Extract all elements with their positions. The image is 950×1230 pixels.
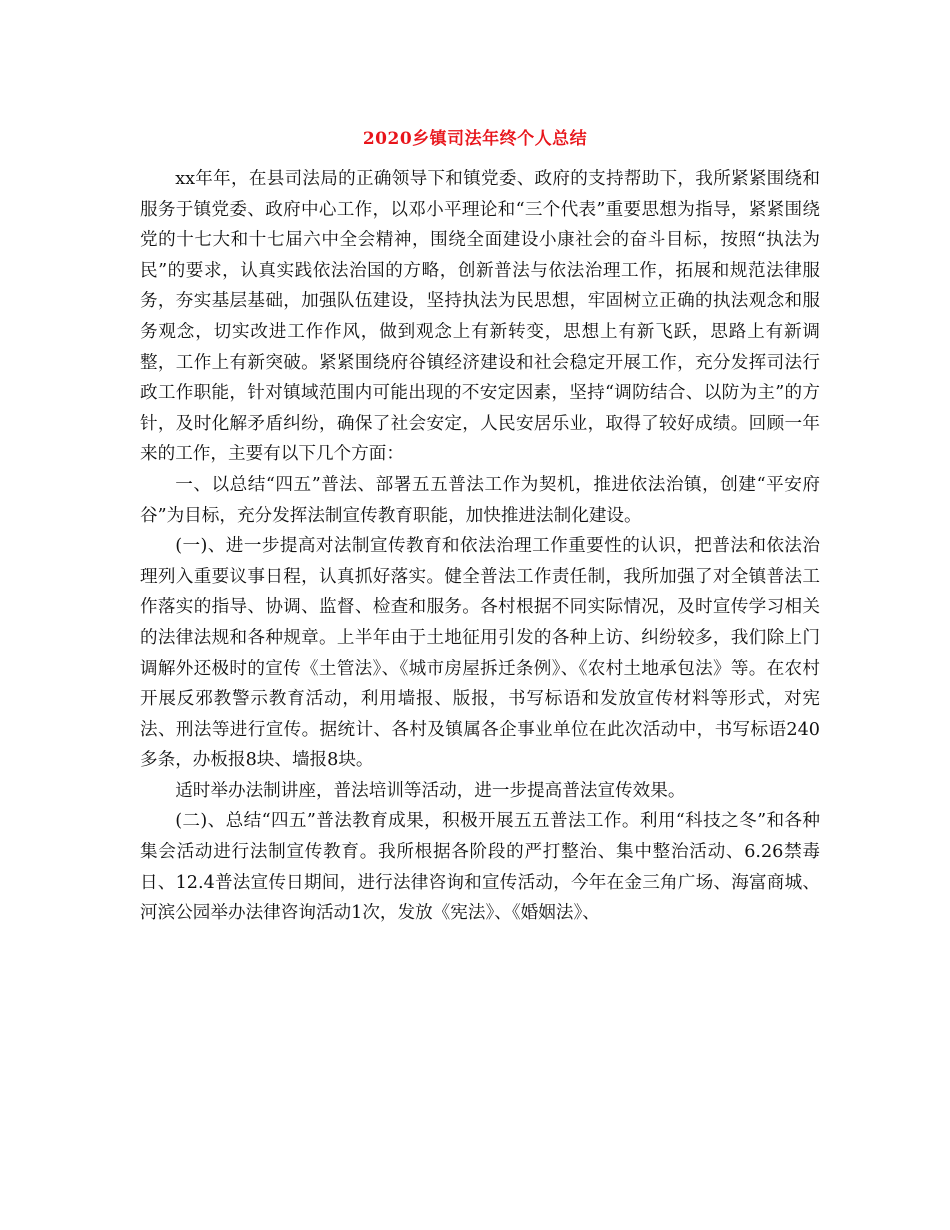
paragraph-intro: xx年年，在县司法局的正确领导下和镇党委、政府的支持帮助下，我所紧紧围绕和服务于镇党委、政府中心工作，以邓小平理论和“三个代表”重要思想为指导，紧紧围绕党的十七大和十七届六中全会精神，围绕全面建设小康社会的奋斗目标，按照“执法为民”的要求，认真实践依法治国的方略，创新普法与依法治理工作，拓展和规范法律服务，夯实基层基础，加强队伍建设，坚持执法为民思想，牢固树立正确的执法观念和服务观念，切实改进工作作风，做到观念上有新转变，思想上有新飞跃，思路上有新调整，工作上有新突破。紧紧围绕府谷镇经济建设和社会稳定开展工作，充分发挥司法行政工作职能，针对镇域范围内可能出现的不安定因素，坚持“调防结合、以防为主”的方针，及时化解矛盾纠纷，确保了社会安定，人民安居乐业，取得了较好成绩。回顾一年来的工作，主要有以下几个方面： [140,169,820,465]
paragraph-lectures: 适时举办法制讲座，普法培训等活动，进一步提高普法宣传效果。 [175,780,686,801]
paragraph-section-1: 一、以总结“四五”普法、部署五五普法工作为契机，推进依法治镇，创建“平安府谷”为目标，充分发挥法制宣传教育职能，加快推进法制化建设。 [140,474,820,526]
document-body [140,164,820,929]
paragraph-subsection-1: (一)、进一步提高对法制宣传教育和依法治理工作重要性的认识，把普法和依法治理列入重要议事日程，认真抓好落实。健全普法工作责任制，我所加强了对全镇普法工作落实的指导、协调、监督、检查和服务。各村根据不同实际情况，及时宣传学习相关的法律法规和各种规章。上半年由于土地征用引发的各种上访、纠纷较多，我们除上门调解外还极时的宣传《土管法》、《城市房屋拆迁条例》、《农村土地承包法》等。在农村开展反邪教警示教育活动，利用墙报、版报，书写标语和发放宣传材料等形式，对宪法、刑法等进行宣传。据统计、各村及镇属各企事业单位在此次活动中，书写标语240多条，办板报8块、墙报8块。 [140,536,820,771]
paragraph-subsection-2: (二)、总结“四五”普法教育成果，积极开展五五普法工作。利用“科技之冬”和各种集会活动进行法制宣传教育。我所根据各阶段的严打整治、集中整治活动、6.26禁毒日、12.4普法宣传日期间，进行法律咨询和宣传活动，今年在金三角广场、海富商城、河滨公园举办法律咨询活动1次，发放《宪法》、《婚姻法》、 [140,811,820,924]
document-title: 2020乡镇司法年终个人总结 [362,129,588,149]
